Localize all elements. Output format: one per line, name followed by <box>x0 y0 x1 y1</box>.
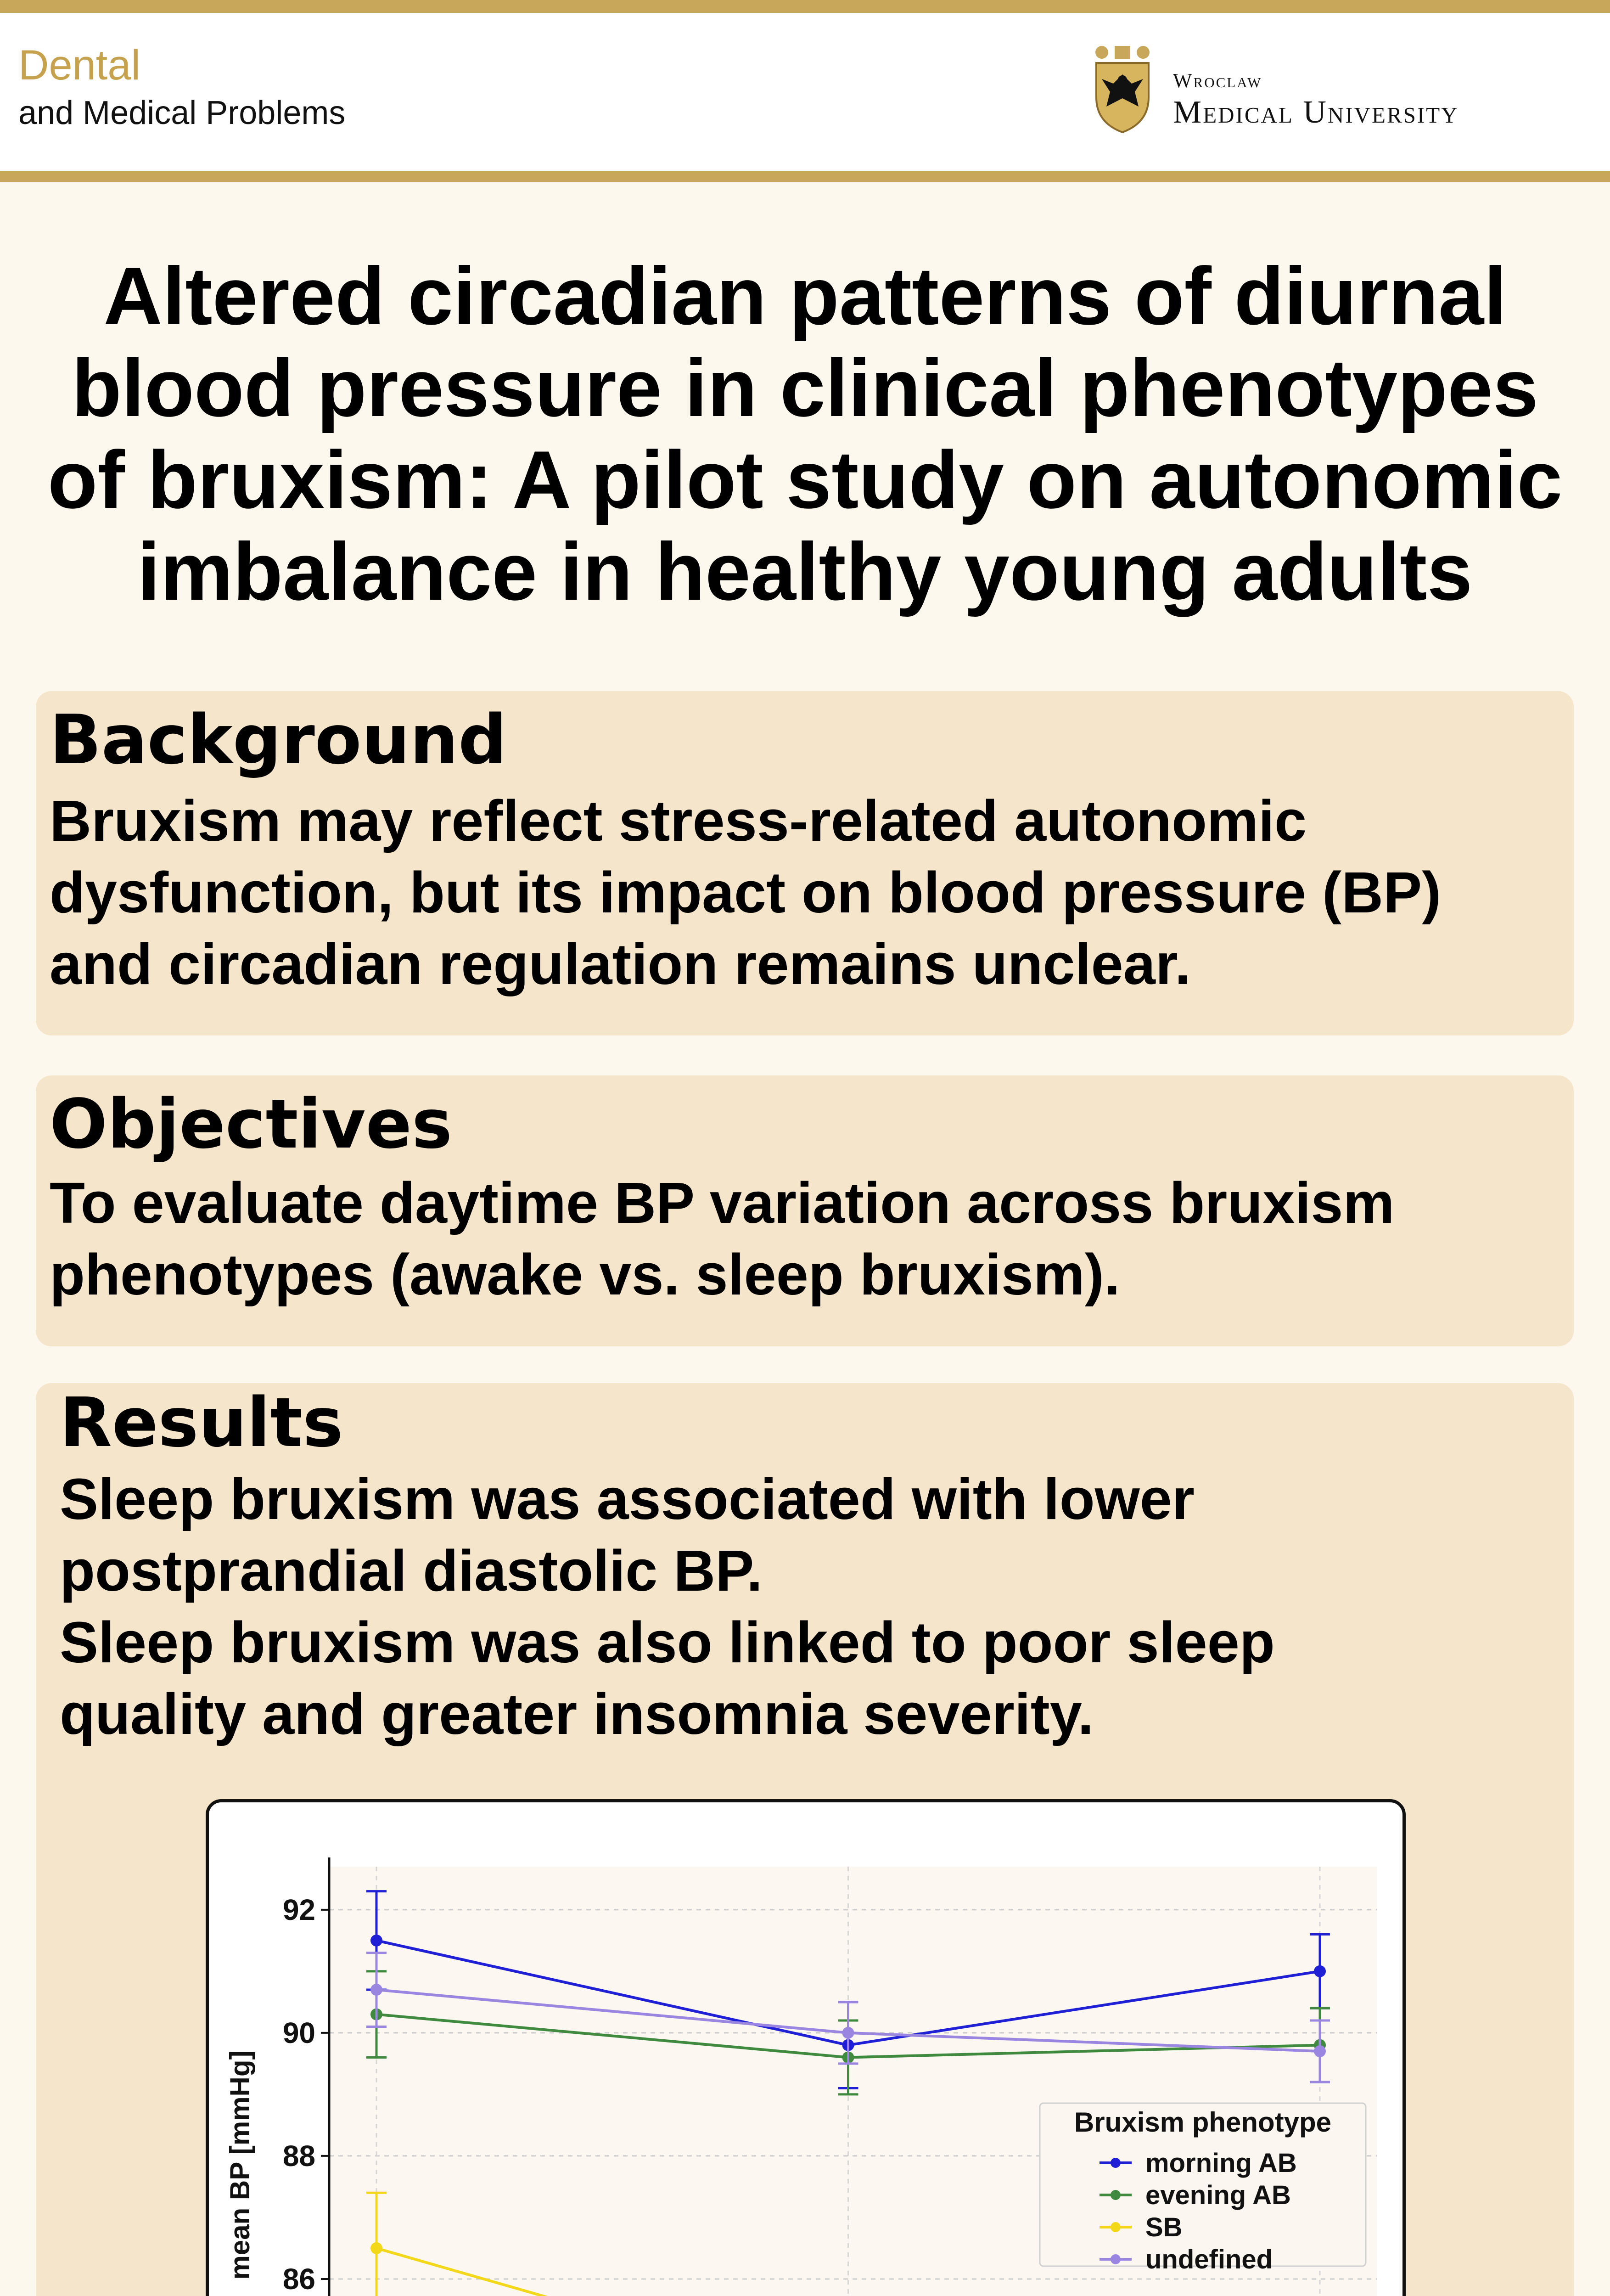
top-accent-bar <box>0 0 1610 13</box>
background-heading: Background <box>50 700 507 779</box>
text-line: Sleep bruxism was also linked to poor sleep <box>60 1610 1275 1675</box>
data-point <box>370 1935 382 1947</box>
text-line: dysfunction, but its impact on blood pressure (BP) <box>50 860 1442 925</box>
legend-marker <box>1111 2158 1121 2168</box>
legend-marker <box>1111 2190 1121 2200</box>
legend-label: morning AB <box>1145 2148 1297 2178</box>
title-line: imbalance in healthy young adults <box>137 526 1473 617</box>
background-section <box>36 691 1574 1035</box>
text-line: and circadian regulation remains unclear. <box>50 932 1191 996</box>
title-line: of bruxism: A pilot study on autonomic <box>47 434 1563 525</box>
y-tick-label: 86 <box>282 2262 315 2296</box>
journal-name: Dental <box>18 42 140 89</box>
results-heading: Results <box>60 1383 343 1462</box>
journal-subtitle: and Medical Problems <box>18 95 346 131</box>
bp-line-chart <box>209 1802 1402 2296</box>
header-bar <box>0 13 1610 171</box>
text-line: phenotypes (awake vs. sleep bruxism). <box>50 1242 1120 1307</box>
legend-label: undefined <box>1145 2245 1273 2274</box>
legend-title: Bruxism phenotype <box>1074 2107 1332 2138</box>
y-tick-label: 90 <box>282 2016 315 2049</box>
text-line: postprandial diastolic BP. <box>60 1538 763 1603</box>
y-tick-label: 88 <box>282 2139 315 2172</box>
title-line: blood pressure in clinical phenotypes <box>72 342 1538 433</box>
data-point <box>1314 2045 1326 2057</box>
text-line: Bruxism may reflect stress-related autonomic <box>50 788 1307 853</box>
data-point <box>370 2242 382 2254</box>
objectives-section <box>36 1075 1574 1346</box>
bp-chart-frame <box>206 1799 1406 2296</box>
text-line: quality and greater insomnia severity. <box>60 1682 1094 1746</box>
legend-label: SB <box>1145 2212 1183 2242</box>
header-divider <box>0 171 1610 182</box>
background-text <box>50 785 1441 1000</box>
text-line: To evaluate daytime BP variation across bruxism <box>50 1171 1395 1235</box>
university-crest-icon <box>1088 42 1157 134</box>
data-point <box>1314 1965 1326 1977</box>
legend-marker <box>1111 2254 1121 2264</box>
legend-marker <box>1111 2222 1121 2232</box>
text-line: Sleep bruxism was associated with lower <box>60 1467 1195 1531</box>
title-line: Altered circadian patterns of diurnal <box>103 250 1507 342</box>
university-name-line2: Medical University <box>1173 95 1459 130</box>
poster-title <box>28 250 1582 618</box>
data-point <box>370 1984 382 1996</box>
objectives-text <box>50 1167 1395 1311</box>
data-point <box>842 2027 854 2039</box>
results-text <box>60 1463 1275 1750</box>
y-tick-label: 92 <box>282 1893 315 1926</box>
university-name-line1: Wroclaw <box>1173 69 1262 92</box>
y-axis-label: mean BP [mmHg] <box>224 2050 255 2280</box>
legend-label: evening AB <box>1145 2180 1291 2210</box>
objectives-heading: Objectives <box>50 1085 453 1164</box>
